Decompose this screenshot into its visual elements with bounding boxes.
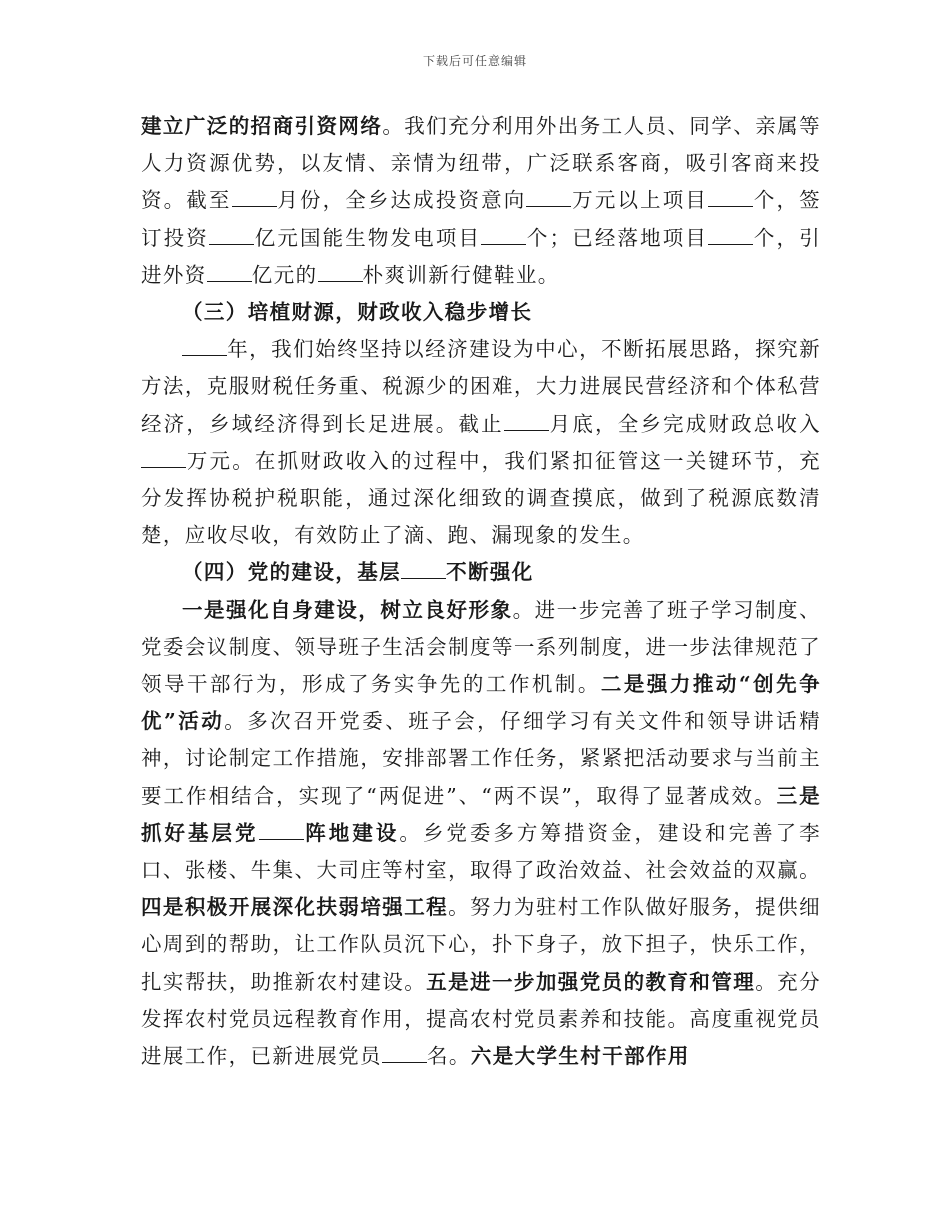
bold-lead: 六是大学生村干部作用 xyxy=(470,1044,690,1069)
fill-blank xyxy=(481,225,526,244)
bold-lead: 三是抓好基层党 xyxy=(141,783,821,845)
bold-lead: 四是积极开展深化扶弱培强工程 xyxy=(141,895,449,920)
fill-blank xyxy=(708,188,753,207)
bold-lead: 二是强力推动“创先争优”活动 xyxy=(141,672,822,734)
section-heading-3: （三）培植财源，财政收入稳步增长 xyxy=(182,300,533,325)
text-run: 月份，全乡达成投资意向 xyxy=(276,188,527,213)
section-heading-4 xyxy=(141,554,821,591)
bold-lead: 五是进一步加强党员的教育和管理 xyxy=(426,969,756,994)
fill-blank xyxy=(382,1044,427,1063)
document-body xyxy=(141,108,821,1075)
text-run: 个，引进外资 xyxy=(141,225,822,287)
text-run: 不断强化 xyxy=(446,560,534,585)
text-run: 万元。在抓财政收入的过程中，我们紧扣征管这一关键环节，充分发挥协税护税职能，通过深化细致的调查摸底，做到了税源底数清楚，应收尽收，有效防止了滴、跑、漏现象的发生。 xyxy=(141,448,821,548)
text-run: 。我们充分利用外出务工人员、同学、亲属等人力资源优势，以友情、亲情为纽带，广泛联系客商，吸引客商来投资。截至 xyxy=(141,114,822,213)
bold-lead: 一是强化自身建设，树立良好形象 xyxy=(182,597,513,622)
text-run: 。努力为驻村工作队做好服务，提供细心周到的帮助，让工作队员沉下心，扑下身子，放下担子，快乐工作，扎实帮扶，助推新农村建设。 xyxy=(141,895,821,994)
fill-blank xyxy=(504,411,549,430)
fill-blank xyxy=(259,820,304,839)
fill-blank xyxy=(708,225,753,244)
text-run: 。进一步完善了班子学习制度、党委会议制度、领导班子生活会制度等一系列制度，进一步法律规范了领导干部行为，形成了务实争先的工作机制。 xyxy=(141,597,821,697)
text-run: 。多次召开党委、班子会，仔细学习有关文件和领导讲话精神，讨论制定工作措施，安排部署工作任务，紧紧把活动要求与当前主要工作相结合，实现了“两促进”、“两不误”，取得了显著成效。 xyxy=(141,709,821,808)
text-run: 月底，全乡完成财政总收入 xyxy=(548,411,821,436)
text-run: （四）党的建设，基层 xyxy=(182,560,401,585)
paragraph-finance xyxy=(141,331,821,554)
fill-blank xyxy=(401,560,446,579)
fill-blank xyxy=(182,337,227,356)
fill-blank xyxy=(232,188,277,207)
text-run: 万元以上项目 xyxy=(571,188,708,213)
paragraph-investment-network xyxy=(141,108,821,294)
text-run: 个；已经落地项目 xyxy=(526,225,709,250)
bold-lead: 阵地建设 xyxy=(303,820,400,845)
text-run: 亿元的 xyxy=(251,262,318,287)
text-run: 个，签订投资 xyxy=(141,188,821,250)
fill-blank xyxy=(209,225,254,244)
text-run: 。乡党委多方筹措资金，建设和完善了李口、张楼、牛集、大司庄等村室，取得了政治效益、社会效益的双赢。 xyxy=(141,820,822,883)
text-run: 名。 xyxy=(427,1044,471,1069)
paragraph-party-building xyxy=(141,592,821,1076)
text-run: 亿元国能生物发电项目 xyxy=(254,225,482,250)
text-run: 朴爽训新行健鞋业。 xyxy=(362,262,560,287)
text-run: 年，我们始终坚持以经济建设为中心，不断拓展思路，探究新方法，克服财税任务重、税源少的困难，大力进展民营经济和个体私营经济，乡域经济得到长足进展。截止 xyxy=(141,337,821,436)
fill-blank xyxy=(207,262,252,281)
text-run: 。充分发挥农村党员远程教育作用，提高农村党员素养和技能。高度重视党员进展工作，已新进展党员 xyxy=(141,969,822,1069)
fill-blank xyxy=(526,188,571,207)
bold-lead: 建立广泛的招商引资网络 xyxy=(141,114,383,138)
fill-blank xyxy=(318,262,363,281)
page-header: 下载后可任意编辑 xyxy=(422,54,527,68)
fill-blank xyxy=(141,448,186,467)
